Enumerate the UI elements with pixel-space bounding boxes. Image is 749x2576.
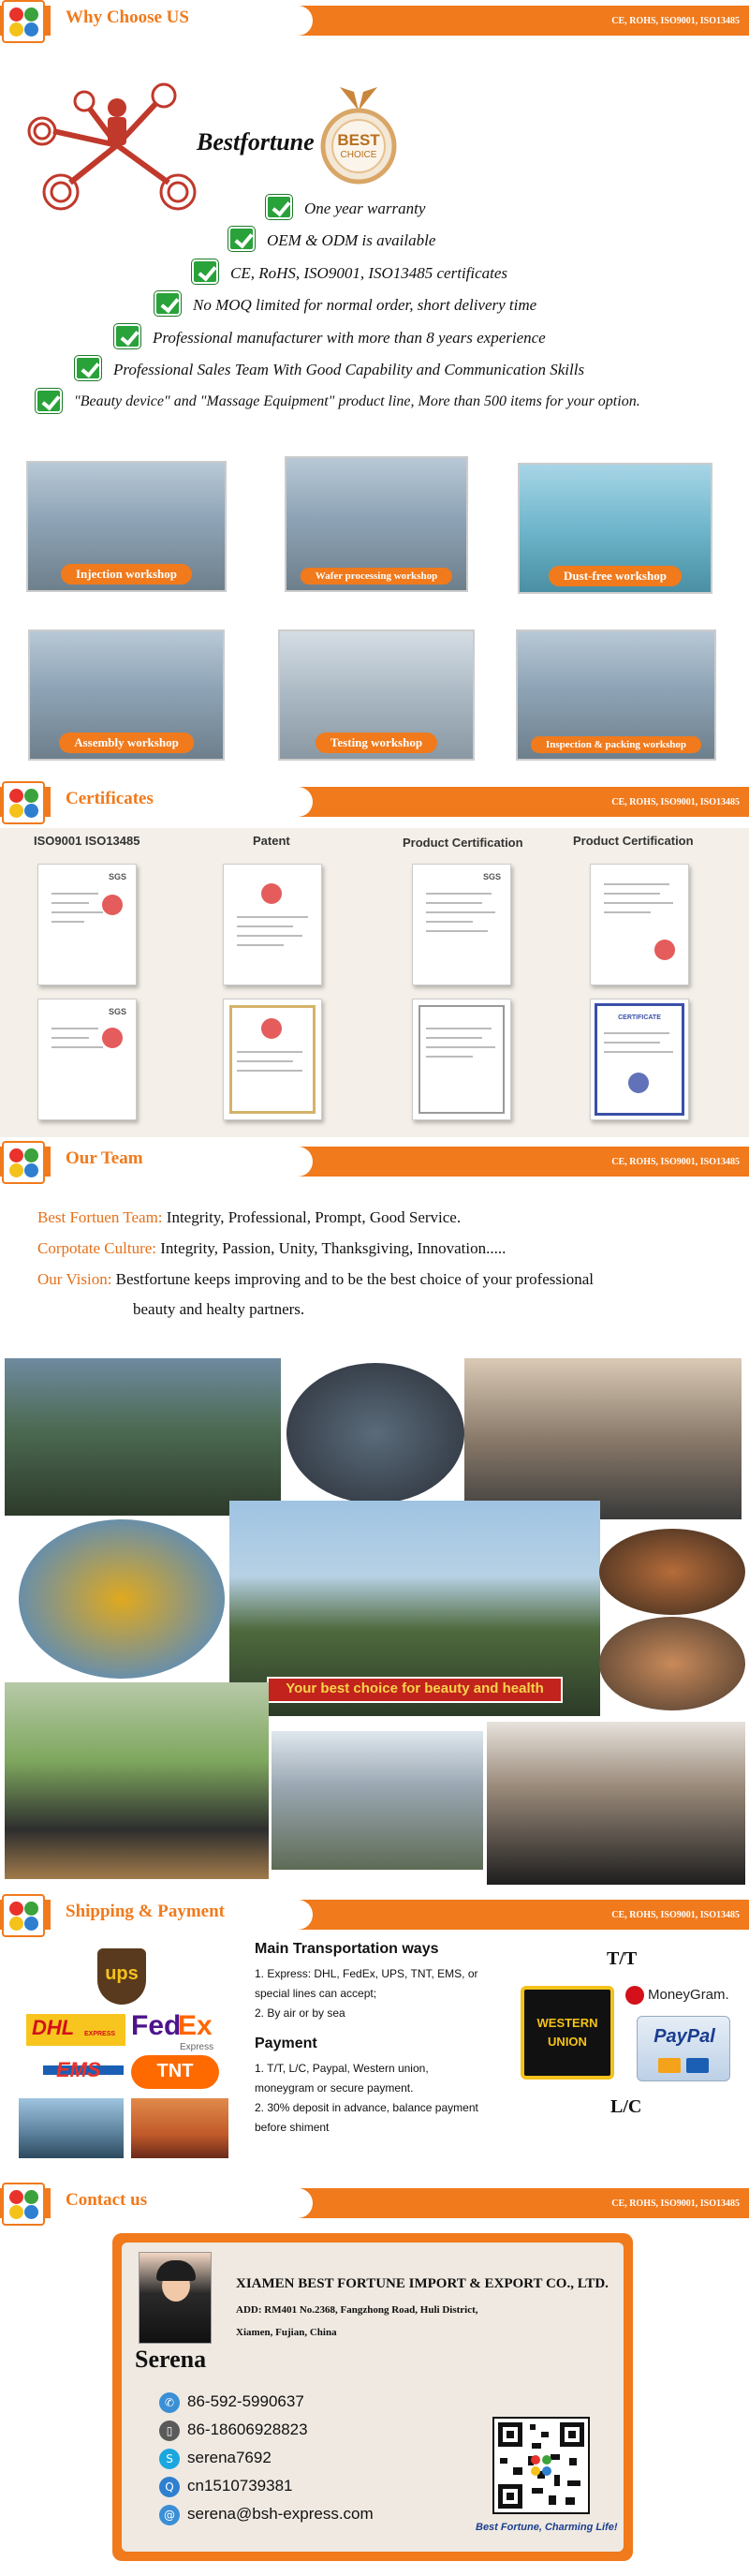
check-icon <box>192 259 218 284</box>
transport-item: special lines can accept; <box>255 1987 377 2000</box>
address-line: Xiamen, Fujian, China <box>236 2327 337 2338</box>
certificate-image <box>223 864 322 985</box>
advantage-item: No MOQ limited for normal order, short delivery time <box>193 296 537 314</box>
advantage-item: "Beauty device" and "Massage Equipment" product line, More than 500 items for your option. <box>74 393 640 409</box>
contact-mobile[interactable]: 86-18606928823 <box>187 2421 308 2438</box>
transport-item: 2. By air or by sea <box>255 2006 345 2020</box>
check-icon <box>75 356 101 380</box>
vision-statement <box>37 1270 594 1289</box>
contact-header <box>0 2183 749 2226</box>
qr-code <box>492 2417 590 2514</box>
team-photo <box>464 1358 742 1519</box>
team-banner: Your best choice for beauty and health <box>286 1680 544 1696</box>
cert-heading: Product Certification <box>573 834 694 848</box>
target-graphic <box>14 66 201 215</box>
team-photo <box>286 1363 464 1503</box>
lc-label: L/C <box>610 2096 642 2117</box>
company-name: XIAMEN BEST FORTUNE IMPORT & EXPORT CO., LTD. <box>236 2276 609 2291</box>
advantage-item: Professional Sales Team With Good Capability and Communication Skills <box>113 361 585 378</box>
qq-icon: Q <box>159 2477 180 2497</box>
certificates-header <box>0 781 749 824</box>
transport-item: 1. Express: DHL, FedEx, UPS, TNT, EMS, or <box>255 1967 478 1980</box>
contact-qq[interactable]: cn1510739381 <box>187 2477 293 2495</box>
workshop-label: Testing workshop <box>316 733 437 753</box>
certificate-image <box>412 999 511 1120</box>
certificate-image <box>37 999 137 1120</box>
dhl-logo: DHL EXPRESS <box>26 2014 125 2046</box>
workshop-label: Wafer processing workshop <box>301 568 452 585</box>
certificate-image <box>223 999 322 1120</box>
team-text: Integrity, Professional, Prompt, Good Service. <box>166 1208 462 1226</box>
advantage-item: Professional manufacturer with more than 8 years experience <box>153 329 546 347</box>
section-title: Contact us <box>66 2190 148 2210</box>
our-team-header <box>0 1141 749 1184</box>
certificate-image <box>37 864 137 985</box>
certificates-gallery <box>0 828 749 1137</box>
company-logo <box>2 0 45 43</box>
fedex-logo: Fed Ex Express <box>131 2010 214 2052</box>
certificate-image <box>590 999 689 1120</box>
payment-title: Payment <box>255 2036 317 2051</box>
header-certs: CE, ROHS, ISO9001, ISO13485 <box>611 2198 740 2209</box>
payment-item: moneygram or secure payment. <box>255 2081 414 2095</box>
section-title: Why Choose US <box>66 7 189 27</box>
workshop-photo <box>26 461 227 592</box>
contact-skype[interactable]: serena7692 <box>187 2449 272 2466</box>
company-logo <box>2 1894 45 1937</box>
workshop-photo <box>285 456 468 592</box>
best-choice-badge <box>316 82 401 185</box>
skype-icon: S <box>159 2449 180 2469</box>
section-title: Our Team <box>66 1148 143 1168</box>
section-title: Shipping & Payment <box>66 1902 225 1921</box>
culture-label: Corpotate Culture: <box>37 1239 157 1257</box>
mobile-icon: ▯ <box>159 2421 180 2441</box>
team-label: Best Fortuen Team: <box>37 1208 163 1226</box>
company-logo <box>2 1141 45 1184</box>
workshop-label: Injection workshop <box>61 564 192 585</box>
vision-text: Bestfortune keeps improving and to be the best choice of your professional <box>115 1270 595 1288</box>
payment-item: 2. 30% deposit in advance, balance payment <box>255 2101 478 2114</box>
advantage-item: One year warranty <box>304 200 426 217</box>
payment-item: before shiment <box>255 2121 330 2134</box>
workshop-label: Assembly workshop <box>59 733 194 753</box>
cert-title: CERTIFICATE <box>618 1014 661 1021</box>
team-photo-main <box>229 1501 600 1716</box>
team-photo <box>599 1529 745 1615</box>
ems-logo: EMS <box>43 2058 124 2086</box>
cert-heading: ISO9001 ISO13485 <box>34 834 140 848</box>
workshop-photo <box>28 629 225 761</box>
vision-text-cont: beauty and healty partners. <box>133 1300 305 1318</box>
company-logo <box>2 2183 45 2226</box>
cargo-ship-photo <box>19 2098 124 2158</box>
tnt-logo: TNT <box>131 2055 219 2089</box>
workshop-label: Dust-free workshop <box>549 566 682 586</box>
contact-phone[interactable]: 86-592-5990637 <box>187 2392 304 2410</box>
contact-email[interactable]: serena@bsh-express.com <box>187 2505 374 2523</box>
payment-item: 1. T/T, L/C, Paypal, Western union, <box>255 2062 429 2075</box>
avatar <box>139 2252 212 2344</box>
cargo-plane-photo <box>131 2098 228 2158</box>
workshop-photo <box>518 463 712 594</box>
section-title: Certificates <box>66 789 154 808</box>
certificate-image <box>590 864 689 985</box>
cert-heading: Product Certification <box>403 836 523 850</box>
culture-statement <box>37 1239 506 1258</box>
team-photo <box>599 1617 745 1710</box>
check-icon <box>228 227 255 251</box>
why-choose-us-header <box>0 0 749 43</box>
header-certs: CE, ROHS, ISO9001, ISO13485 <box>611 797 740 807</box>
vision-label: Our Vision: <box>37 1270 112 1288</box>
workshop-photo <box>278 629 475 761</box>
contact-card <box>112 2233 633 2561</box>
contact-name: Serena <box>135 2346 207 2373</box>
sgs-mark: SGS <box>108 1007 126 1016</box>
phone-icon: ✆ <box>159 2392 180 2413</box>
shipping-header <box>0 1894 749 1937</box>
check-icon <box>266 195 292 219</box>
paypal-logo: PayPal <box>637 2016 730 2081</box>
team-photo <box>5 1358 281 1516</box>
check-icon <box>36 389 62 413</box>
slogan: Best Fortune, Charming Life! <box>476 2522 618 2533</box>
cert-heading: Patent <box>253 834 290 848</box>
workshop-label: Inspection & packing workshop <box>531 736 701 753</box>
team-photo <box>272 1731 483 1870</box>
transport-title: Main Transportation ways <box>255 1941 439 1957</box>
western-union-logo: WESTERN UNION <box>521 1986 614 2080</box>
check-icon <box>154 291 181 316</box>
team-statement <box>37 1208 461 1227</box>
badge-line2: CHOICE <box>340 150 377 160</box>
culture-text: Integrity, Passion, Unity, Thanksgiving, Innovation..... <box>160 1239 507 1257</box>
header-certs: CE, ROHS, ISO9001, ISO13485 <box>611 1157 740 1167</box>
header-certs: CE, ROHS, ISO9001, ISO13485 <box>611 16 740 26</box>
advantage-item: OEM & ODM is available <box>267 231 436 249</box>
sgs-mark: SGS <box>482 872 501 881</box>
workshop-photo <box>516 629 716 761</box>
company-logo <box>2 781 45 824</box>
address-line: ADD: RM401 No.2368, Fangzhong Road, Huli District, <box>236 2304 478 2316</box>
email-icon: @ <box>159 2505 180 2525</box>
check-icon <box>114 324 140 348</box>
brand-name: Bestfortune <box>197 128 315 155</box>
team-photo <box>487 1722 745 1885</box>
tt-label: T/T <box>607 1948 638 1969</box>
header-certs: CE, ROHS, ISO9001, ISO13485 <box>611 1910 740 1920</box>
team-photo <box>19 1519 225 1679</box>
sgs-mark: SGS <box>108 872 126 881</box>
ups-logo: ups <box>97 1948 146 2005</box>
advantage-item: CE, RoHS, ISO9001, ISO13485 certificates <box>230 264 508 282</box>
certificate-image <box>412 864 511 985</box>
team-photo <box>5 1682 269 1879</box>
moneygram-logo: MoneyGram. <box>625 1984 742 2008</box>
badge-line1: BEST <box>337 131 380 149</box>
